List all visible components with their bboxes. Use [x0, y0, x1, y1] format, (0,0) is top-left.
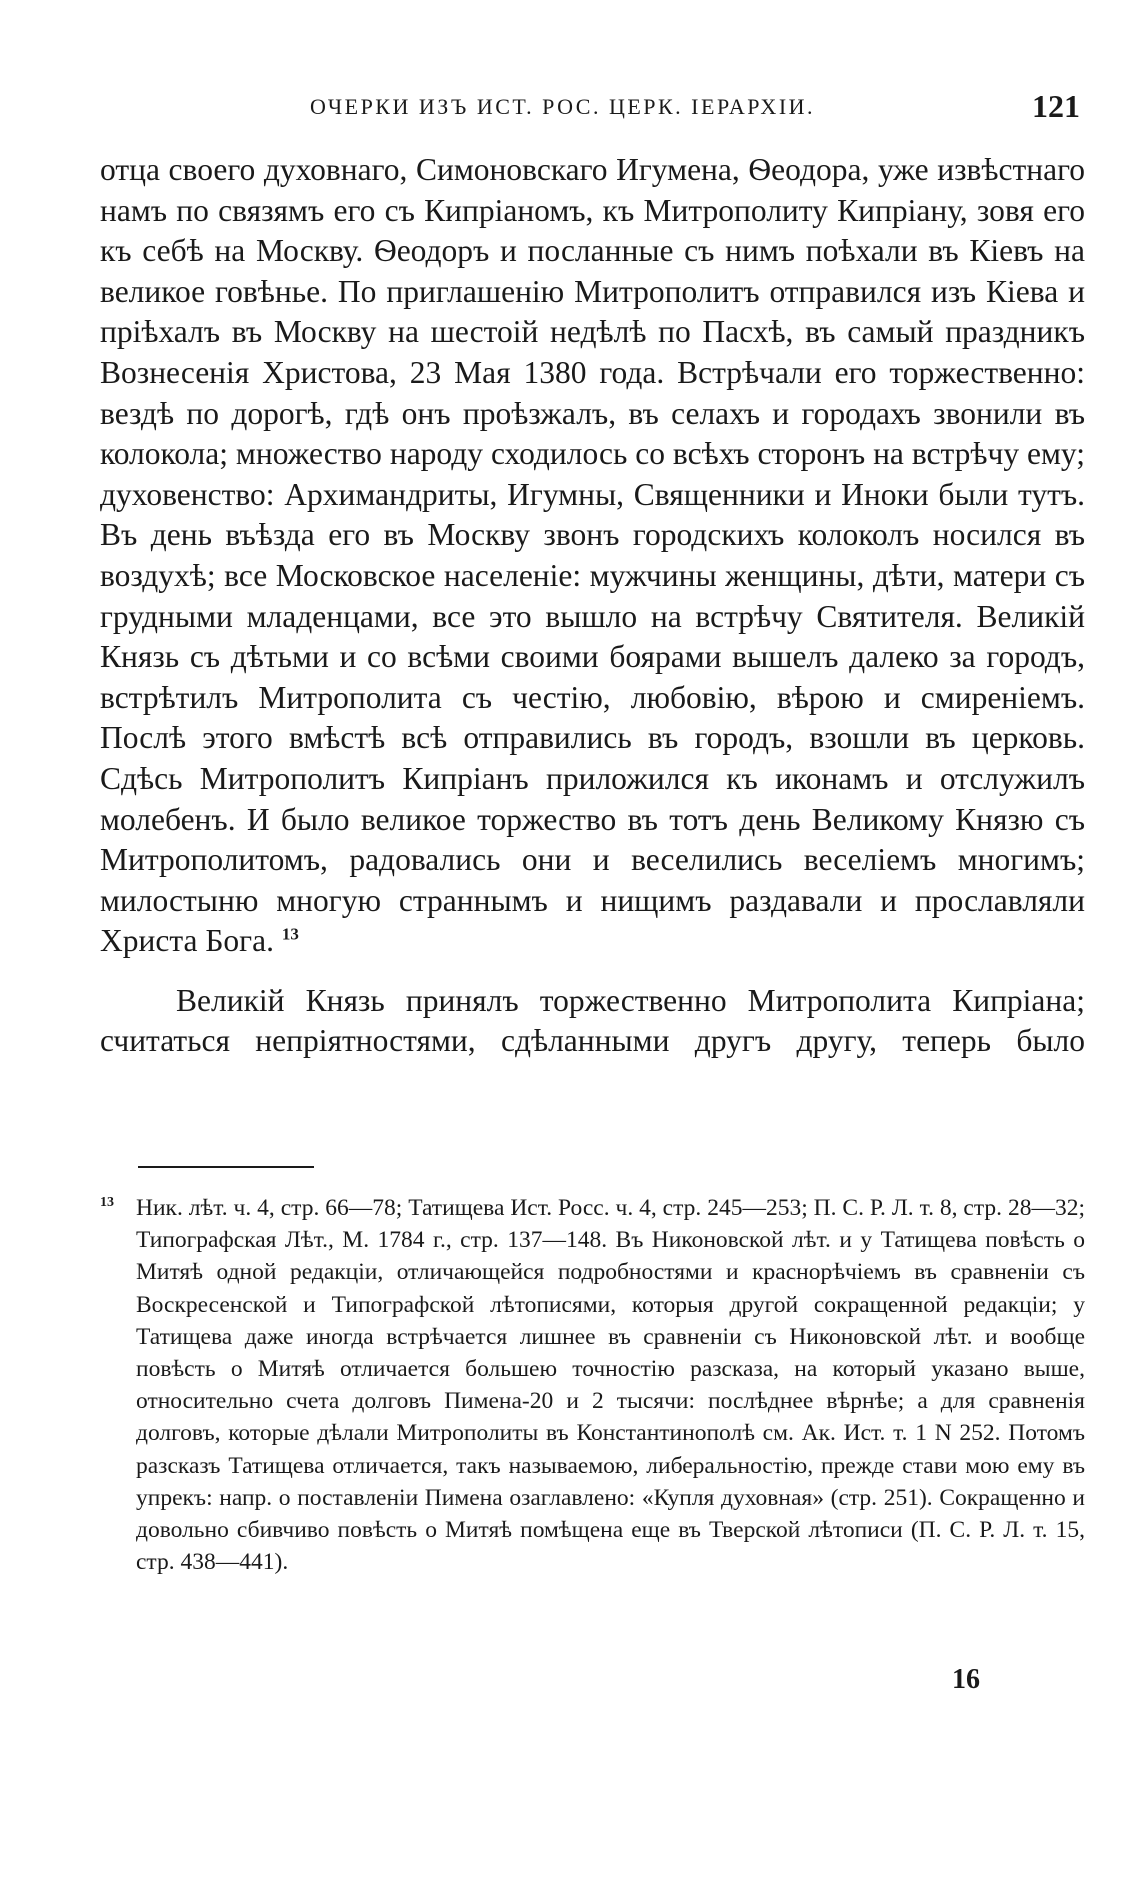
page-number: 121 [1032, 88, 1080, 124]
running-title: ОЧЕРКИ ИЗЪ ИСТ. РОС. ЦЕРК. ІЕРАРХІИ. [310, 94, 816, 119]
signature-mark: 16 [952, 1664, 980, 1695]
paragraph-1-text: отца своего духовнаго, Симоновскаго Игумена, Ѳеодора, уже извѣстнаго намъ по связямъ его съ Кипріаномъ, къ Митрополиту Кипріану, зовя его къ себѣ на Москву. Ѳеодоръ и посланные съ нимъ поѣхали въ Кіевъ на великое говѣнье. По приглашенію Митрополитъ отправился изъ Кіева и пріѣхалъ въ Москву на шестоій недѣлѣ по Пасхѣ, въ самый праздникъ Вознесенія Христова, 23 Мая 1380 года. Встрѣчали его торжественно: вездѣ по дорогѣ, гдѣ онъ проѣзжалъ, въ селахъ и городахъ звонили въ колокола; множество народу сходилось со всѣхъ сторонъ на встрѣчу ему; духовенство: Архимандриты, Игумны, Священники и Иноки были тутъ. Въ день въѣзда его въ Москву звонъ городскихъ колоколъ носился въ воздухѣ; все Московское населеніе: мужчины женщины, дѣти, матери съ грудными младенцами, все это вышло на встрѣчу Святителя. Великій Князь съ дѣтьми и со всѣми своими боярами вышелъ далеко за городъ, встрѣтилъ Митрополита съ честію, любовію, вѣрою и смиреніемъ. Послѣ этого вмѣстѣ всѣ отправились въ городъ, взошли въ церковь. Сдѣсь Митрополитъ Кипріанъ приложился къ иконамъ и отслужилъ молебенъ. И было великое торжество въ тотъ день Великому Князю съ Митрополитомъ, радовались они и веселились веселіемъ многимъ; милостыню многую страннымъ и нищимъ раздавали и прославляли Христа Бога. [100, 152, 1085, 959]
body-text [100, 150, 1085, 1062]
footnote-text: Ник. лѣт. ч. 4, стр. 66—78; Татищева Ист. Росс. ч. 4, стр. 245—253; П. С. Р. Л. т. 8, стр. 28—32; Типографская Лѣт., М. 1784 г., стр. 137—148. Въ Никоновской лѣт. и у Татищева повѣсть о Митяѣ одной редакціи, отличающейся подробностями и краснорѣчіемъ въ сравненіи съ Воскресенской и Типографской лѣтописями, которыя другой сокращенной редакціи; у Татищева даже иногда встрѣчается лишнее въ сравненіи съ Никоновской лѣт. и вообще повѣсть о Митяѣ отличается большею точностію разсказа, на который указано выше, относительно счета долговъ Пимена-20 и 2 тысячи: послѣднее вѣрнѣе; а для сравненія долговъ, которые дѣлали Митрополиты въ Константинополѣ см. Ак. Ист. т. 1 N 252. Потомъ разсказъ Татищева отличается, такъ называемою, либеральностію, прежде стави мою ему въ упрекъ: напр. о поставленіи Пимена озаглавлено: «Купля духовная» (стр. 251). Сокращенно и довольно сбивчиво повѣсть о Митяѣ помѣщена еще въ Тверской лѣтописи (П. С. Р. Л. т. 15, стр. 438—441). [136, 1195, 1085, 1576]
footnote: 13 Ник. лѣт. ч. 4, стр. 66—78; Татищева Ист. Росс. ч. 4, стр. 245—253; П. С. Р. Л. т. 8, стр. 28—32; Типографская Лѣт., М. 1784 г., стр. 137—148. Въ Никоновской лѣт. и у Татищева повѣсть о Митяѣ одной редакціи, отличающейся подробностями и краснорѣчіемъ въ сравненіи съ Воскресенской и Типографской лѣтописями, которыя другой сокращенной редакціи; у Татищева даже иногда встрѣчается лишнее въ сравненіи съ Никоновской лѣт. и вообще повѣсть о Митяѣ отличается большею точностію разсказа, на который указано выше, относительно счета долговъ Пимена-20 и 2 тысячи: послѣднее вѣрнѣе; а для сравненія долговъ, которые дѣлали Митрополиты въ Константинополѣ см. Ак. Ист. т. 1 N 252. Потомъ разсказъ Татищева отличается, такъ называемою, либеральностію, прежде стави мою ему въ упрекъ: напр. о поставленіи Пимена озаглавлено: «Купля духовная» (стр. 251). Сокращенно и довольно сбивчиво повѣсть о Митяѣ помѣщена еще въ Тверской лѣтописи (П. С. Р. Л. т. 15, стр. 438—441). [100, 1195, 1085, 1576]
footnote-reference[interactable]: 13 [281, 924, 299, 944]
running-head [100, 88, 1080, 128]
paragraph-2: Великій Князь принялъ торжественно Митрополита Кипріана; считаться непріятностями, сдѣланными другъ другу, теперь было [100, 982, 1085, 1059]
footnote-separator [138, 1166, 314, 1168]
paragraph-1 [100, 150, 1085, 962]
